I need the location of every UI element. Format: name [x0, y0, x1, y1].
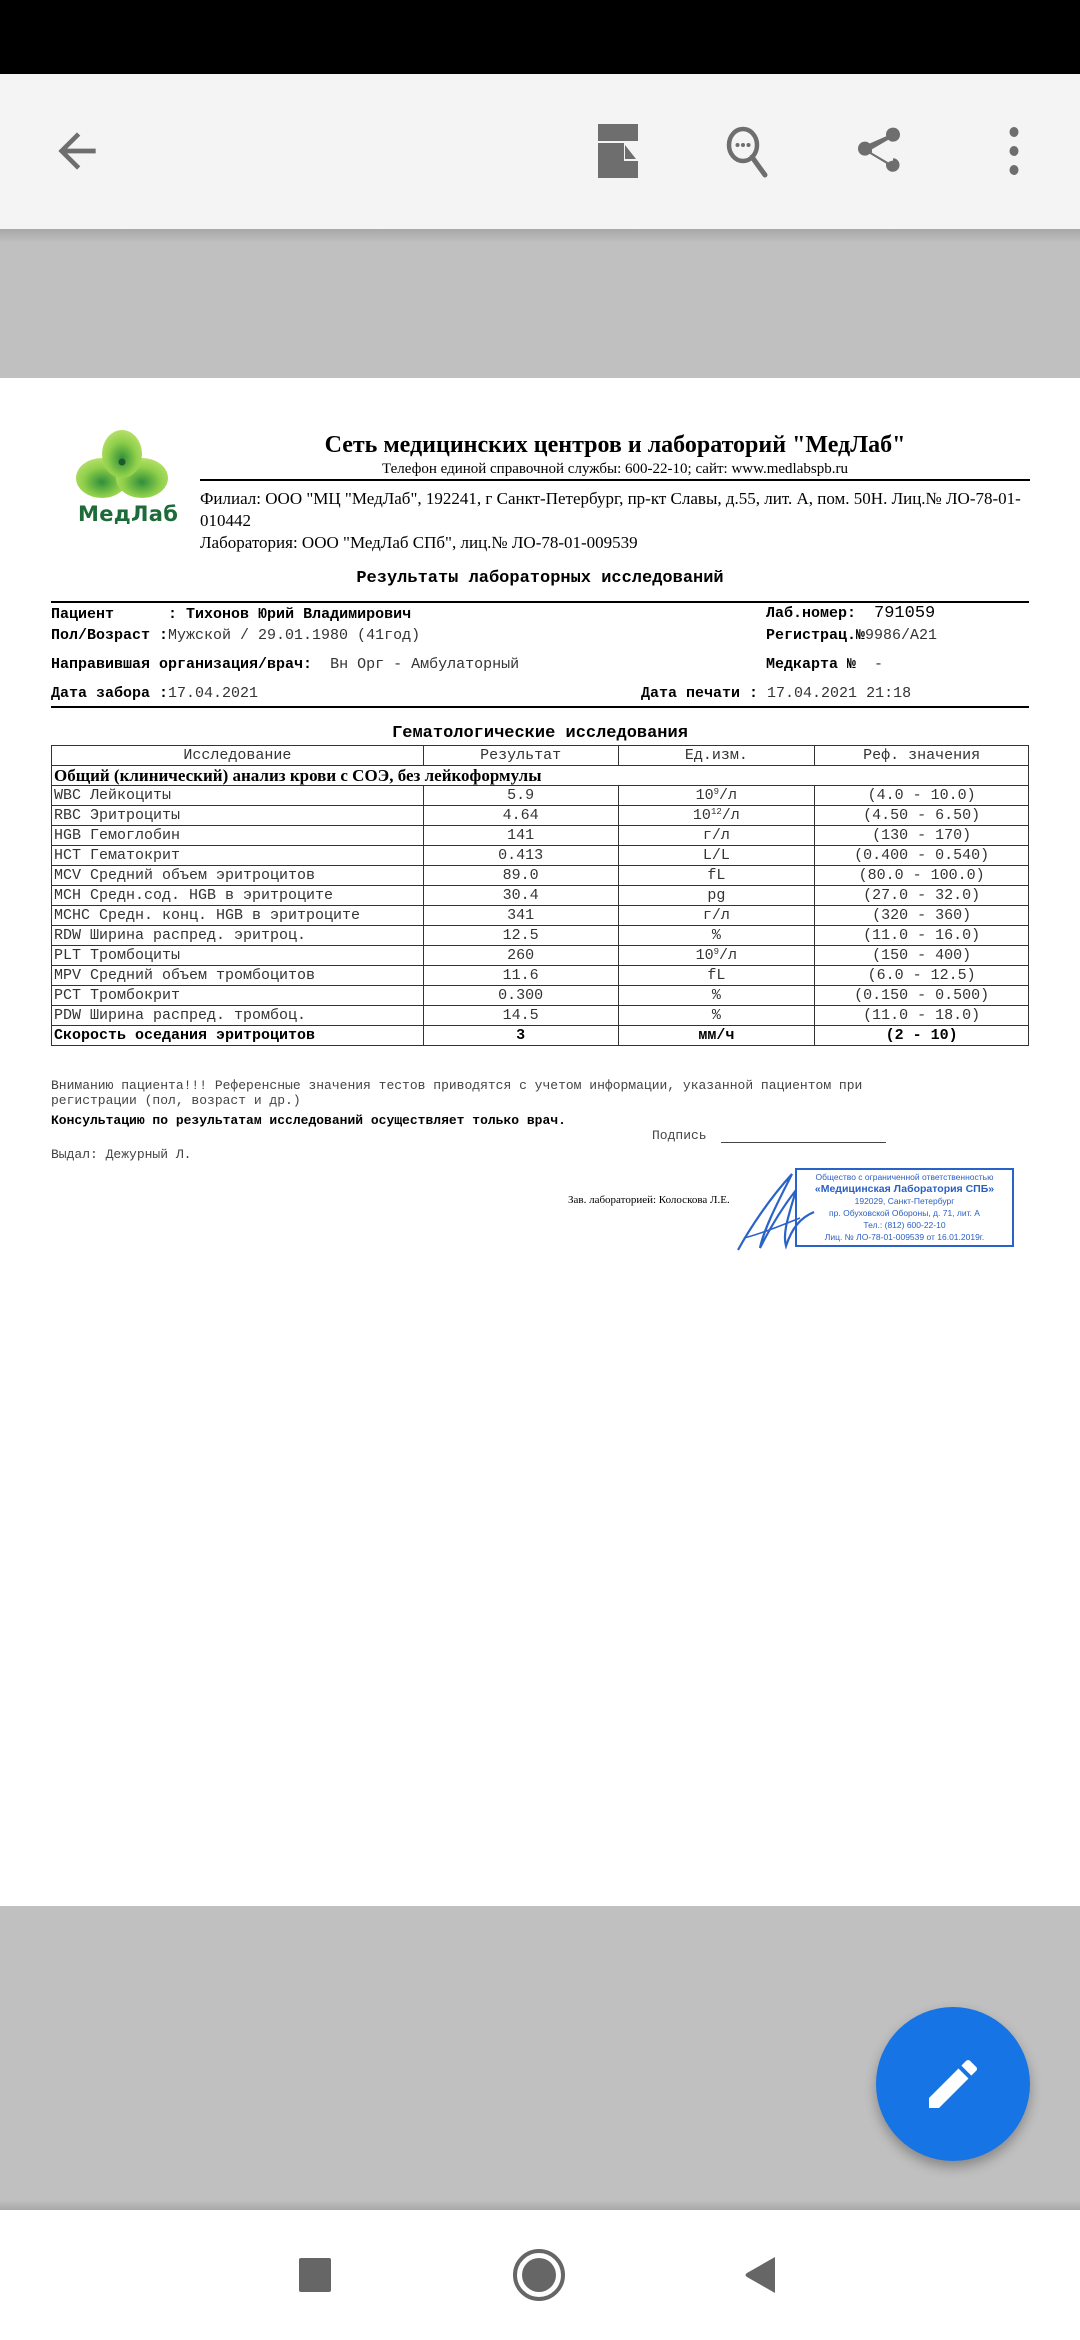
test-unit [618, 986, 815, 1006]
org-branch-info [200, 488, 1030, 554]
test-name: HGB Гемоглобин [52, 826, 424, 846]
table-row [52, 806, 1029, 826]
stamp-line: «Медицинская Лаборатория СПБ» [814, 1183, 995, 1195]
test-name: MPV Средний объем тромбоцитов [52, 966, 424, 986]
test-unit [618, 966, 815, 986]
test-result: 30.4 [423, 886, 618, 906]
referrer-field [51, 656, 519, 673]
test-result: 341 [423, 906, 618, 926]
print-date-field [641, 685, 911, 702]
table-row [52, 906, 1029, 926]
unit-exponent: 12 [710, 806, 722, 817]
table-row [52, 866, 1029, 886]
logo-text: МедЛаб [78, 502, 179, 526]
stamp-line: Тел.: (812) 600-22-10 [863, 1220, 946, 1230]
unit-base: pg [707, 886, 726, 904]
lab-number-value: 791059 [874, 604, 936, 623]
app-toolbar [0, 74, 1080, 229]
table-row [52, 926, 1029, 946]
test-unit [618, 866, 815, 886]
column-header: Результат [423, 746, 618, 766]
more-vertical-icon [1004, 123, 1024, 179]
stamp-line: 192029, Санкт-Петербург [854, 1196, 955, 1206]
registration-label: Регистрац.№ [766, 627, 866, 644]
sex-age-field [51, 627, 420, 644]
test-name: WBC Лейкоциты [52, 786, 424, 806]
toolbar-shadow [0, 229, 1080, 243]
table-header-row [52, 746, 1029, 766]
signature-line [721, 1131, 886, 1143]
table-row [52, 1006, 1029, 1026]
test-result: 0.413 [423, 846, 618, 866]
test-result: 3 [423, 1026, 618, 1046]
test-unit [618, 946, 815, 966]
column-header: Исследование [52, 746, 424, 766]
test-result: 5.9 [423, 786, 618, 806]
test-name: RBC Эритроциты [52, 806, 424, 826]
branch-line: Филиал: ООО "МЦ "МедЛаб", 192241, г Санкт-Петербург, пр-кт Славы, д.55, лит. А, пом. 50Н. Лиц.№ ЛО-78-01-010442 [200, 489, 1021, 530]
edit-pencil-icon [921, 2052, 985, 2116]
divider [51, 706, 1029, 708]
test-name: RDW Ширина распред. эритроц. [52, 926, 424, 946]
report-title: Результаты лабораторных исследований [356, 569, 724, 588]
pdf-viewer[interactable] [0, 243, 1080, 2210]
test-result: 89.0 [423, 866, 618, 886]
test-unit [618, 926, 815, 946]
unit-tail: /л [721, 806, 740, 824]
patient-field [51, 606, 411, 623]
document-page-icon [595, 121, 641, 181]
more-options-button[interactable] [971, 108, 1057, 194]
test-reference: (320 - 360) [815, 906, 1029, 926]
test-name: PLT Тромбоциты [52, 946, 424, 966]
test-result: 12.5 [423, 926, 618, 946]
issued-by: Выдал: Дежурный Л. [51, 1147, 192, 1162]
test-unit [618, 806, 815, 826]
test-unit [618, 846, 815, 866]
page-view-button[interactable] [575, 108, 661, 194]
test-reference: (4.50 - 6.50) [815, 806, 1029, 826]
notice-line: регистрации (пол, возраст и др.) [51, 1093, 301, 1108]
test-reference: (4.0 - 10.0) [815, 786, 1029, 806]
lab-head: Зав. лабораторией: Колоскова Л.Е. [568, 1194, 730, 1206]
test-unit [618, 1006, 815, 1026]
results-table [51, 745, 1029, 1046]
test-name: HCT Гематокрит [52, 846, 424, 866]
test-reference: (6.0 - 12.5) [815, 966, 1029, 986]
test-name: PCT Тромбокрит [52, 986, 424, 1006]
test-unit [618, 906, 815, 926]
lab-number-label: Лаб.номер: [766, 605, 857, 622]
back-button[interactable] [34, 108, 120, 194]
unit-exponent: 9 [713, 946, 720, 957]
unit-base: г/л [702, 906, 730, 924]
patient-notice [51, 1078, 862, 1108]
patient-label: Пациент : [51, 606, 178, 623]
medcard-field [766, 656, 883, 673]
lab-stamp [795, 1168, 1014, 1247]
pdf-page [0, 378, 1080, 1906]
test-reference: (2 - 10) [815, 1026, 1029, 1046]
unit-base: % [711, 986, 721, 1004]
divider [51, 601, 1029, 603]
unit-base: % [711, 1006, 721, 1024]
test-unit [618, 886, 815, 906]
table-row [52, 786, 1029, 806]
registration-field [766, 627, 937, 644]
test-name: MCHC Средн. конц. HGB в эритроците [52, 906, 424, 926]
stamp-line: Лиц. № ЛО-78-01-009539 от 16.01.2019г. [824, 1232, 985, 1242]
unit-exponent: 9 [713, 786, 720, 797]
test-reference: (27.0 - 32.0) [815, 886, 1029, 906]
lab-line: Лаборатория: ООО "МедЛаб СПб", лиц.№ ЛО-78-01-009539 [200, 533, 638, 552]
search-icon [721, 123, 777, 179]
org-phone: Телефон единой справочной службы: 600-22-10; сайт: www.medlabspb.ru [382, 461, 848, 477]
test-reference: (11.0 - 16.0) [815, 926, 1029, 946]
test-reference: (80.0 - 100.0) [815, 866, 1029, 886]
print-date-label: Дата печати : [641, 685, 759, 702]
test-reference: (150 - 400) [815, 946, 1029, 966]
unit-base: % [711, 926, 721, 944]
status-bar [0, 0, 1080, 74]
sex-age-value: Мужской / 29.01.1980 (41год) [168, 627, 421, 644]
table-row [52, 946, 1029, 966]
arrow-back-icon [49, 123, 105, 179]
test-unit [618, 826, 815, 846]
unit-base: fL [707, 866, 726, 884]
test-unit: мм/ч [618, 1026, 815, 1046]
test-name: PDW Ширина распред. тромбоц. [52, 1006, 424, 1026]
test-name: MCH Средн.сод. HGB в эритроците [52, 886, 424, 906]
unit-tail: /л [719, 786, 738, 804]
referrer-value: Вн Орг - Амбулаторный [330, 656, 520, 673]
unit-base: fL [707, 966, 726, 984]
stamp-line: Общество с ограниченной ответственностью [815, 1172, 994, 1182]
collection-date-label: Дата забора : [51, 685, 169, 702]
group-title: Общий (клинический) анализ крови с СОЭ, без лейкоформулы [52, 766, 1029, 786]
column-header: Ед.изм. [618, 746, 815, 766]
test-result: 260 [423, 946, 618, 966]
test-result: 141 [423, 826, 618, 846]
edit-fab-button[interactable] [876, 2007, 1030, 2161]
table-row [52, 966, 1029, 986]
table-row [52, 886, 1029, 906]
test-result: 4.64 [423, 806, 618, 826]
unit-base: 10 [695, 786, 714, 804]
test-name: Скорость оседания эритроцитов [52, 1026, 424, 1046]
table-row [52, 826, 1029, 846]
home-circle-icon [512, 2248, 566, 2302]
search-button[interactable] [706, 108, 792, 194]
signature-label: Подпись [652, 1128, 707, 1143]
back-nav-button[interactable] [720, 2235, 800, 2315]
test-result: 0.300 [423, 986, 618, 1006]
section-title: Гематологические исследования [392, 724, 688, 743]
lab-number-field [766, 604, 935, 623]
unit-base: г/л [702, 826, 730, 844]
sex-age-label: Пол/Возраст : [51, 627, 169, 644]
group-row [52, 766, 1029, 786]
unit-base: 10 [695, 946, 714, 964]
system-navbar [0, 2210, 1080, 2340]
registration-value: 9986/А21 [865, 627, 938, 644]
column-header: Реф. значения [815, 746, 1029, 766]
triangle-back-icon [743, 2255, 777, 2295]
consult-note: Консультацию по результатам исследований осуществляет только врач. [51, 1113, 566, 1128]
referrer-label: Направившая организация/врач: [51, 656, 313, 673]
home-button[interactable] [499, 2235, 579, 2315]
signature-field [652, 1128, 886, 1143]
unit-base: 10 [692, 806, 711, 824]
test-name: MCV Средний объем эритроцитов [52, 866, 424, 886]
test-reference: (0.400 - 0.540) [815, 846, 1029, 866]
nav-shadow [0, 2200, 1080, 2210]
table-row [52, 846, 1029, 866]
square-icon [298, 2257, 332, 2293]
stamp-line: пр. Обуховской Обороны, д. 71, лит. А [829, 1208, 980, 1218]
collection-date-value: 17.04.2021 [168, 685, 259, 702]
test-reference: (0.150 - 0.500) [815, 986, 1029, 1006]
org-title: Сеть медицинских центров и лабораторий "МедЛаб" [324, 432, 906, 458]
test-result: 14.5 [423, 1006, 618, 1026]
table-row-esr [52, 1026, 1029, 1046]
collection-date-field [51, 685, 258, 702]
share-icon [851, 123, 907, 179]
header-divider [200, 479, 1030, 481]
medcard-label: Медкарта № [766, 656, 857, 673]
notice-line: Вниманию пациента!!! Референсные значения тестов приводятся с учетом информации, указанной пациентом при [51, 1078, 863, 1093]
test-result: 11.6 [423, 966, 618, 986]
recents-button[interactable] [275, 2235, 355, 2315]
unit-tail: /л [719, 946, 738, 964]
patient-name: Тихонов Юрий Владимирович [186, 606, 412, 623]
share-button[interactable] [836, 108, 922, 194]
test-reference: (11.0 - 18.0) [815, 1006, 1029, 1026]
test-unit [618, 786, 815, 806]
medcard-value: - [874, 656, 884, 673]
test-reference: (130 - 170) [815, 826, 1029, 846]
unit-base: L/L [702, 846, 730, 864]
table-row [52, 986, 1029, 1006]
print-date-value: 17.04.2021 21:18 [767, 685, 912, 702]
